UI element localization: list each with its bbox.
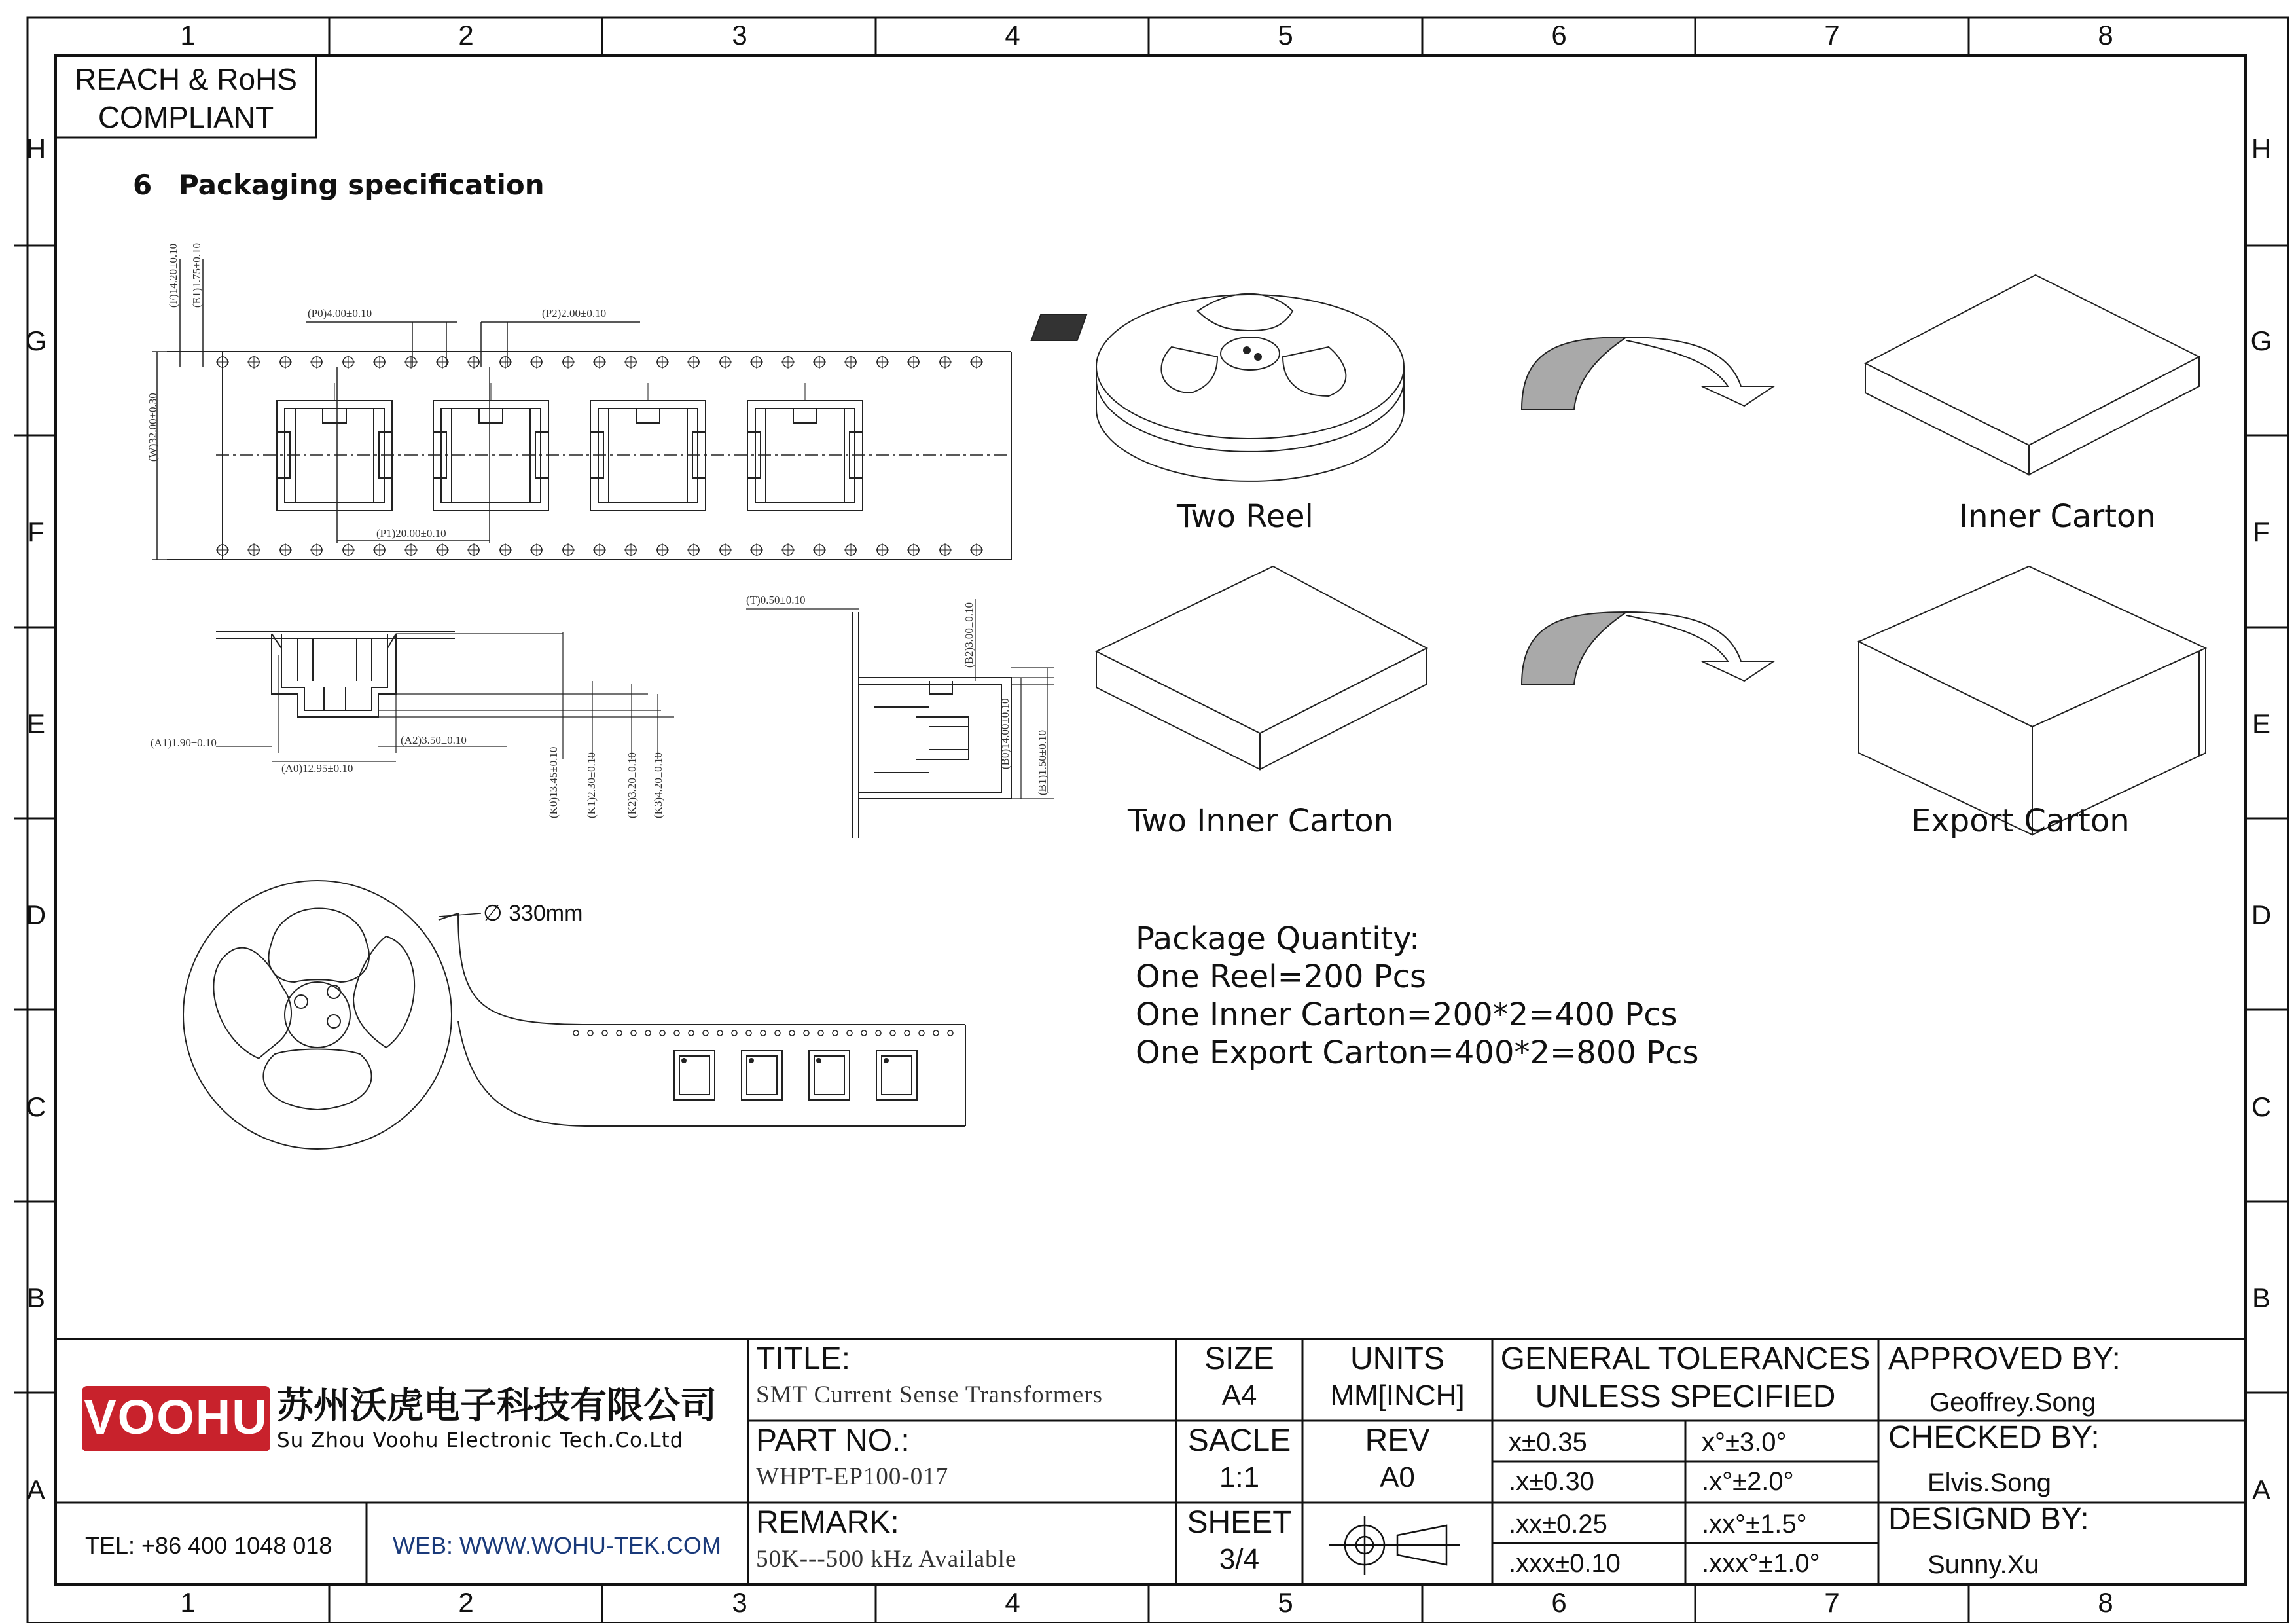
designed-label: DESIGND BY: bbox=[1888, 1502, 2089, 1537]
tape-pocket bbox=[747, 383, 863, 511]
reel-pocket bbox=[809, 1051, 850, 1100]
zone-row-b-right: B bbox=[2251, 1283, 2270, 1313]
zone-col-2-bottom: 2 bbox=[458, 1587, 474, 1618]
compliance-line-1: REACH & RoHS bbox=[75, 62, 297, 96]
tolerance-linear: x±0.35 bbox=[1509, 1428, 1587, 1457]
zone-row-f-left: F bbox=[27, 517, 45, 547]
sheet-value: 3/4 bbox=[1219, 1543, 1260, 1575]
package-quantity-line: One Reel=200 Pcs bbox=[1136, 958, 1427, 995]
sprocket-hole bbox=[602, 1030, 607, 1036]
zone-row-c-right: C bbox=[2251, 1091, 2272, 1122]
remark-value: 50K---500 kHz Available bbox=[756, 1546, 1017, 1573]
sprocket-hole bbox=[631, 1030, 636, 1036]
tape-pocket bbox=[433, 383, 548, 511]
zone-row-d-right: D bbox=[2251, 900, 2272, 930]
zone-row-f-right: F bbox=[2253, 517, 2270, 547]
inner-carton-3d bbox=[1865, 275, 2199, 475]
tape-pocket bbox=[277, 383, 392, 511]
zone-col-4-top: 4 bbox=[1005, 20, 1020, 50]
sprocket-hole bbox=[645, 1030, 651, 1036]
dim-e1: (E1)1.75±0.10 bbox=[190, 242, 203, 308]
rev-label: REV bbox=[1365, 1423, 1430, 1458]
package-quantity-line: One Export Carton=400*2=800 Pcs bbox=[1136, 1034, 1699, 1071]
export-carton-3d bbox=[1859, 566, 2206, 839]
zone-row-c-left: C bbox=[26, 1091, 46, 1122]
reel-diameter-label: ∅ 330mm bbox=[483, 901, 583, 926]
sprocket-hole bbox=[775, 1030, 780, 1036]
part-no-label: PART NO.: bbox=[756, 1423, 910, 1458]
zone-col-8-bottom: 8 bbox=[2098, 1587, 2113, 1618]
flow-arrow-2 bbox=[1522, 612, 1774, 684]
tolerance-angular: .xxx°±1.0° bbox=[1702, 1549, 1820, 1578]
tolerance-linear: .xx±0.25 bbox=[1509, 1510, 1607, 1539]
sprocket-hole bbox=[919, 1030, 924, 1036]
reel-3d bbox=[1031, 294, 1404, 481]
sprocket-hole bbox=[861, 1030, 867, 1036]
tape-pocket bbox=[590, 383, 706, 511]
two-inner-carton-3d bbox=[1096, 566, 1427, 769]
zone-col-3-top: 3 bbox=[732, 20, 747, 50]
scale-value: 1:1 bbox=[1219, 1461, 1260, 1493]
compliance-line-2: COMPLIANT bbox=[98, 100, 274, 134]
tolerance-heading-2: UNLESS SPECIFIED bbox=[1535, 1379, 1836, 1414]
dim-a0: (A0)12.95±0.10 bbox=[281, 762, 353, 775]
sprocket-hole bbox=[746, 1030, 751, 1036]
zone-col-1-top: 1 bbox=[180, 20, 196, 50]
projection-symbol bbox=[1329, 1516, 1460, 1575]
tolerance-angular: .x°±2.0° bbox=[1702, 1467, 1794, 1496]
inner-carton-label: Inner Carton bbox=[1959, 498, 2156, 535]
company-web: WEB: WWW.WOHU-TEK.COM bbox=[393, 1532, 721, 1559]
sprocket-hole bbox=[933, 1030, 939, 1036]
dim-w: (W)32.00±0.30 bbox=[147, 393, 159, 462]
sprocket-hole bbox=[588, 1030, 593, 1036]
sprocket-hole bbox=[847, 1030, 852, 1036]
company-tel: TEL: +86 400 1048 018 bbox=[85, 1532, 332, 1559]
tolerance-linear: .xxx±0.10 bbox=[1509, 1549, 1621, 1578]
sprocket-hole bbox=[804, 1030, 809, 1036]
sprocket-hole bbox=[789, 1030, 795, 1036]
sprocket-hole bbox=[674, 1030, 679, 1036]
dim-b1: (B1)1.50±0.10 bbox=[1036, 730, 1049, 795]
zone-row-a-right: A bbox=[2251, 1474, 2270, 1505]
approved-name: Geoffrey.Song bbox=[1929, 1388, 2096, 1417]
sprocket-hole bbox=[732, 1030, 737, 1036]
section-number: 6 bbox=[133, 169, 152, 201]
sprocket-hole bbox=[948, 1030, 953, 1036]
sprocket-hole bbox=[703, 1030, 708, 1036]
dim-k0: (K0)13.45±0.10 bbox=[547, 746, 560, 818]
tolerance-heading-1: GENERAL TOLERANCES bbox=[1500, 1341, 1871, 1376]
package-quantity-line: One Inner Carton=200*2=400 Pcs bbox=[1136, 996, 1677, 1033]
dim-k2: (K2)3.20±0.10 bbox=[626, 752, 638, 818]
dim-k3: (K3)4.20±0.10 bbox=[652, 752, 664, 818]
sprocket-hole bbox=[689, 1030, 694, 1036]
zone-col-2-top: 2 bbox=[458, 20, 474, 50]
size-label: SIZE bbox=[1204, 1341, 1274, 1376]
sprocket-hole bbox=[617, 1030, 622, 1036]
flow-arrow-1 bbox=[1522, 337, 1774, 409]
zone-col-5-bottom: 5 bbox=[1278, 1587, 1293, 1618]
zone-col-5-top: 5 bbox=[1278, 20, 1293, 50]
rev-value: A0 bbox=[1380, 1461, 1415, 1493]
zone-col-8-top: 8 bbox=[2098, 20, 2113, 50]
zone-col-6-top: 6 bbox=[1551, 20, 1567, 50]
tolerance-angular: .xx°±1.5° bbox=[1702, 1510, 1807, 1539]
checked-name: Elvis.Song bbox=[1928, 1468, 2051, 1497]
zone-row-h-left: H bbox=[26, 134, 46, 164]
dim-f: (F)14.20±0.10 bbox=[167, 243, 179, 308]
dim-b0: (B0)14.00±0.10 bbox=[999, 698, 1011, 769]
scale-label: SACLE bbox=[1187, 1423, 1291, 1458]
sprocket-hole bbox=[876, 1030, 881, 1036]
zone-row-g-right: G bbox=[2250, 325, 2272, 356]
company-name-cn: 苏州沃虎电子科技有限公司 bbox=[277, 1385, 717, 1427]
dim-a2: (A2)3.50±0.10 bbox=[401, 734, 467, 746]
dim-p1: (P1)20.00±0.10 bbox=[376, 527, 446, 539]
reel-pocket bbox=[876, 1051, 917, 1100]
zone-col-1-bottom: 1 bbox=[180, 1587, 196, 1618]
dim-p0: (P0)4.00±0.10 bbox=[308, 307, 372, 319]
zone-col-7-bottom: 7 bbox=[1824, 1587, 1840, 1618]
sheet-label: SHEET bbox=[1187, 1505, 1292, 1540]
reel-label: Two Reel bbox=[1177, 498, 1314, 535]
zone-row-h-right: H bbox=[2251, 134, 2272, 164]
sprocket-hole bbox=[905, 1030, 910, 1036]
sprocket-hole bbox=[573, 1030, 579, 1036]
dim-p2: (P2)2.00±0.10 bbox=[542, 307, 607, 319]
zone-row-a-left: A bbox=[26, 1474, 45, 1505]
company-name-en: Su Zhou Voohu Electronic Tech.Co.Ltd bbox=[277, 1429, 684, 1452]
export-carton-label: Export Carton bbox=[1911, 803, 2130, 839]
zone-row-e-right: E bbox=[2251, 708, 2270, 739]
designed-name: Sunny.Xu bbox=[1928, 1550, 2039, 1579]
dim-k1: (K1)2.30±0.10 bbox=[585, 752, 598, 818]
company-logo-text: VOOHU bbox=[84, 1390, 268, 1444]
units-value: MM[INCH] bbox=[1330, 1379, 1465, 1412]
remark-label: REMARK: bbox=[756, 1505, 899, 1540]
section-title: Packaging specification bbox=[179, 169, 545, 201]
reel-pocket bbox=[742, 1051, 782, 1100]
units-label: UNITS bbox=[1350, 1341, 1444, 1376]
zone-col-4-bottom: 4 bbox=[1005, 1587, 1020, 1618]
dim-b2: (B2)3.00±0.10 bbox=[963, 602, 975, 668]
title-label: TITLE: bbox=[756, 1341, 851, 1376]
sprocket-hole bbox=[818, 1030, 823, 1036]
zone-row-b-left: B bbox=[26, 1283, 45, 1313]
two-inner-carton-label: Two Inner Carton bbox=[1128, 803, 1394, 839]
zone-col-6-bottom: 6 bbox=[1551, 1587, 1567, 1618]
size-value: A4 bbox=[1221, 1379, 1257, 1412]
sprocket-hole bbox=[890, 1030, 895, 1036]
sprocket-hole bbox=[761, 1030, 766, 1036]
dim-t: (T)0.50±0.10 bbox=[746, 594, 806, 606]
part-no-value: WHPT-EP100-017 bbox=[756, 1463, 949, 1490]
zone-col-3-bottom: 3 bbox=[732, 1587, 747, 1618]
zone-col-7-top: 7 bbox=[1824, 20, 1840, 50]
reel-pocket bbox=[674, 1051, 715, 1100]
sprocket-hole bbox=[833, 1030, 838, 1036]
zone-row-e-left: E bbox=[26, 708, 45, 739]
zone-row-d-left: D bbox=[26, 900, 46, 930]
approved-label: APPROVED BY: bbox=[1888, 1341, 2121, 1376]
sprocket-hole bbox=[660, 1030, 665, 1036]
package-quantity-heading: Package Quantity: bbox=[1136, 921, 1420, 957]
dim-a1: (A1)1.90±0.10 bbox=[151, 737, 217, 749]
tolerance-linear: .x±0.30 bbox=[1509, 1467, 1594, 1496]
sprocket-hole bbox=[717, 1030, 723, 1036]
tolerance-angular: x°±3.0° bbox=[1702, 1428, 1787, 1457]
carrier-tape-top-view bbox=[152, 259, 1011, 560]
title-value: SMT Current Sense Transformers bbox=[756, 1381, 1103, 1408]
checked-label: CHECKED BY: bbox=[1888, 1420, 2100, 1455]
zone-row-g-left: G bbox=[25, 325, 47, 356]
